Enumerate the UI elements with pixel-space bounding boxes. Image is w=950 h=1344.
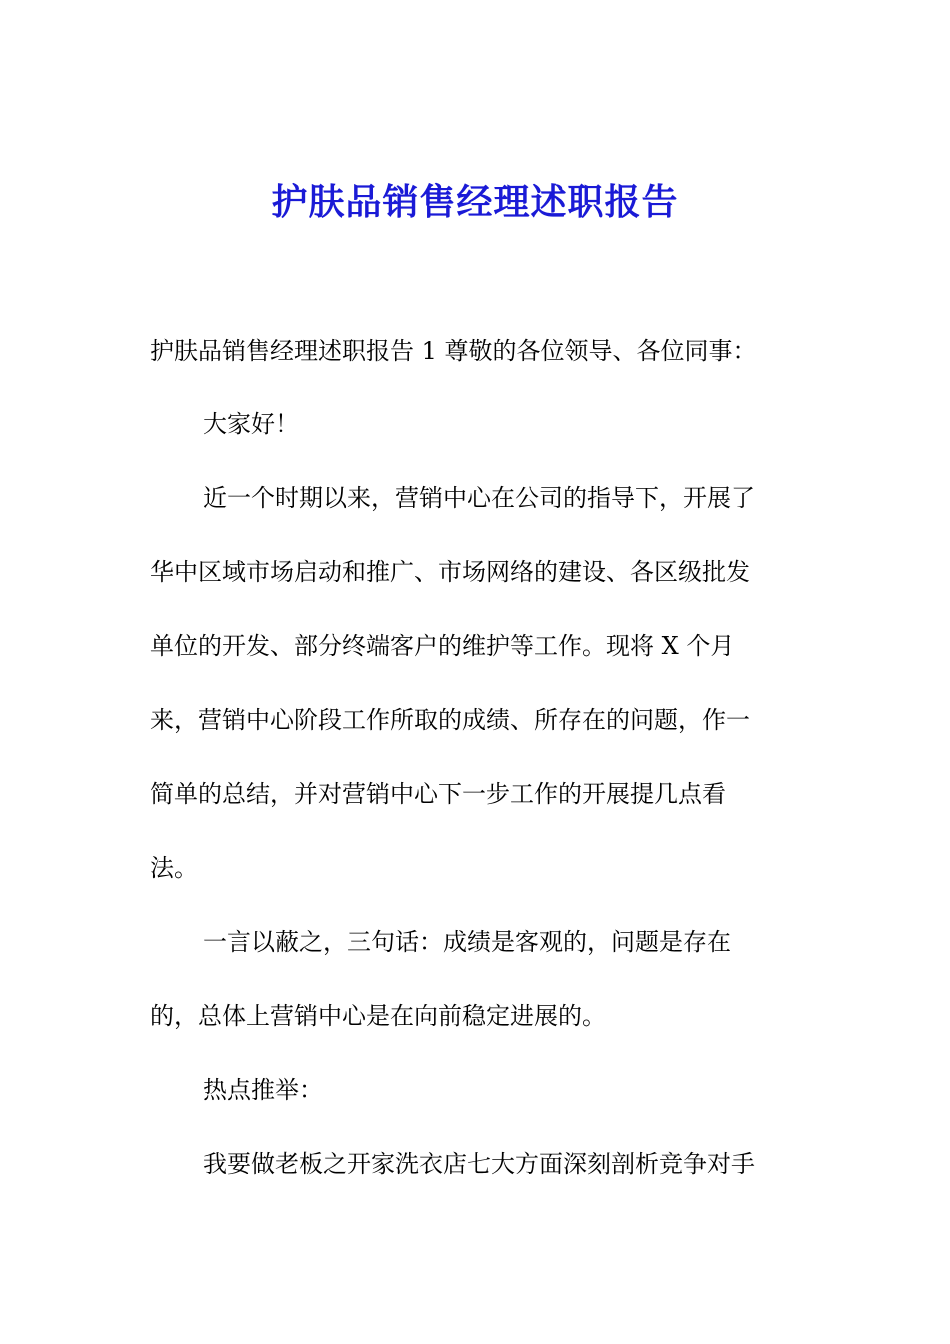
paragraph-line: 大家好！ [203, 410, 299, 438]
paragraph-line: 来，营销中心阶段工作所取的成绩、所存在的问题，作一 [150, 706, 750, 734]
paragraph-line: 一言以蔽之，三句话：成绩是客观的，问题是存在 [203, 928, 731, 956]
paragraph-line: 护肤品销售经理述职报告 1 尊敬的各位领导、各位同事： [150, 337, 757, 365]
paragraph-line: 近一个时期以来，营销中心在公司的指导下，开展了 [203, 484, 755, 512]
paragraph-line: 简单的总结，并对营销中心下一步工作的开展提几点看 [150, 780, 726, 808]
paragraph-line: 单位的开发、部分终端客户的维护等工作。现将 X 个月 [150, 632, 735, 660]
paragraph-line: 热点推举： [203, 1076, 323, 1104]
paragraph-line: 法。 [150, 854, 198, 882]
paragraph-line: 的，总体上营销中心是在向前稳定进展的。 [150, 1002, 606, 1030]
document-title: 护肤品销售经理述职报告 [271, 181, 679, 223]
paragraph-line: 我要做老板之开家洗衣店七大方面深刻剖析竞争对手 [203, 1150, 755, 1178]
paragraph-line: 华中区域市场启动和推广、市场网络的建设、各区级批发 [150, 558, 750, 586]
